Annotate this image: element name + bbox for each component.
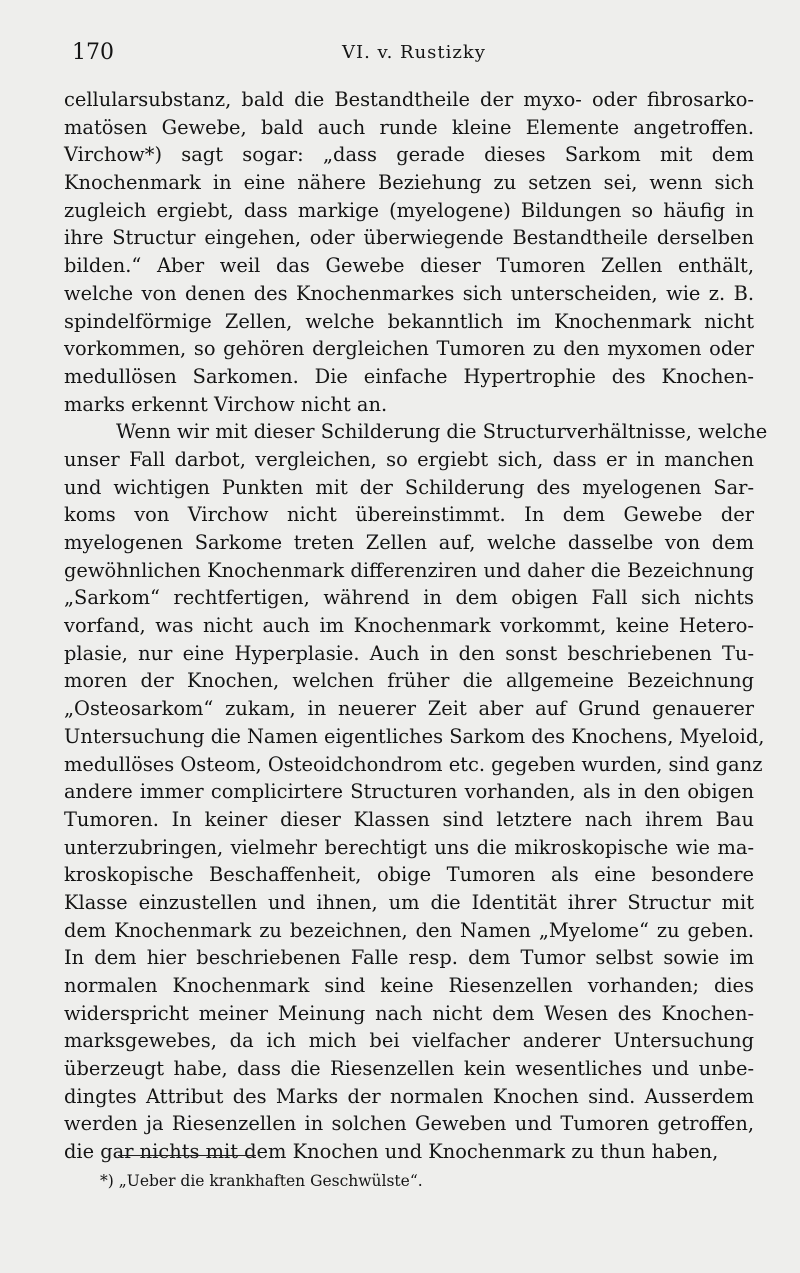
text-line: dem Knochenmark zu bezeichnen, den Namen „Myelome“ zu geben. — [64, 918, 754, 942]
text-line: cellularsubstanz, bald die Bestandtheile der myxo- oder fibrosarko- — [64, 88, 754, 111]
page-header — [72, 40, 752, 76]
text-line: Knochenmark in eine nähere Beziehung zu setzen sei, wenn sich — [64, 171, 754, 195]
running-head: VI. v. Rustizky — [342, 42, 486, 63]
text-line: dingtes Attribut des Marks der normalen Knochen sind. Ausserdem — [64, 1084, 754, 1108]
text-line: myelogenen Sarkome treten Zellen auf, welche dasselbe von dem — [64, 531, 754, 554]
text-line: In dem hier beschriebenen Falle resp. dem Tumor selbst sowie im — [64, 946, 754, 970]
footnote: *) „Ueber die krankhaften Geschwülste“. — [100, 1172, 423, 1190]
page-number: 170 — [72, 40, 114, 65]
text-line: unterzubringen, vielmehr berechtigt uns die mikroskopische wie ma- — [64, 835, 754, 859]
text-line: und wichtigen Punkten mit der Schilderung des myelogenen Sar- — [64, 475, 754, 499]
text-line: gewöhnlichen Knochenmark differenziren und daher die Bezeichnung — [64, 558, 754, 582]
text-line: vorkommen, so gehören dergleichen Tumoren zu den myxomen oder — [64, 337, 754, 361]
text-line: vorfand, was nicht auch im Knochenmark vorkommt, keine Hetero- — [64, 614, 754, 638]
text-line: bilden.“ Aber weil das Gewebe dieser Tumoren Zellen enthält, — [64, 254, 754, 278]
text-line: unser Fall darbot, vergleichen, so ergiebt sich, dass er in manchen — [64, 447, 754, 471]
text-line: widerspricht meiner Meinung nach nicht dem Wesen des Knochen- — [64, 1001, 754, 1025]
text-line: marksgewebes, da ich mich bei vielfacher anderer Untersuchung — [64, 1029, 754, 1053]
text-line: andere immer complicirtere Structuren vorhanden, als in den obigen — [64, 780, 754, 804]
text-line: Untersuchung die Namen eigentliches Sarkom des Knochens, Myeloid, — [64, 724, 765, 748]
text-line: Wenn wir mit dieser Schilderung die Structurverhältnisse, welche — [116, 420, 768, 444]
text-line: medullösen Sarkomen. Die einfache Hypertrophie des Knochen- — [64, 364, 754, 388]
text-line: ihre Structur eingehen, oder überwiegende Bestandtheile derselben — [64, 226, 754, 250]
text-line: Tumoren. In keiner dieser Klassen sind letztere nach ihrem Bau — [64, 807, 754, 831]
text-line: koms von Virchow nicht übereinstimmt. In dem Gewebe der — [64, 503, 754, 527]
text-line: matösen Gewebe, bald auch runde kleine Elemente angetroffen. — [64, 115, 754, 139]
text-line: die gar nichts mit dem Knochen und Knochenmark zu thun haben, — [64, 1140, 719, 1164]
text-line: normalen Knochenmark sind keine Riesenzellen vorhanden; dies — [64, 974, 754, 997]
text-line: Virchow*) sagt sogar: „dass gerade dieses Sarkom mit dem — [64, 143, 754, 167]
text-line: Klasse einzustellen und ihnen, um die Identität ihrer Structur mit — [64, 890, 754, 914]
text-line: überzeugt habe, dass die Riesenzellen kein wesentliches und unbe- — [64, 1057, 754, 1081]
text-line: welche von denen des Knochenmarkes sich unterscheiden, wie z. B. — [64, 281, 754, 305]
text-line: „Osteosarkom“ zukam, in neuerer Zeit aber auf Grund genauerer — [64, 697, 754, 721]
text-line: marks erkennt Virchow nicht an. — [64, 392, 388, 416]
body-text — [64, 86, 768, 1166]
text-line: kroskopische Beschaffenheit, obige Tumoren als eine besondere — [64, 863, 754, 887]
text-line: werden ja Riesenzellen in solchen Geweben und Tumoren getroffen, — [64, 1112, 754, 1136]
footnote-rule — [118, 1155, 256, 1156]
text-line: moren der Knochen, welchen früher die allgemeine Bezeichnung — [64, 669, 754, 693]
text-line: medullöses Osteom, Osteoidchondrom etc. gegeben wurden, sind ganz — [64, 752, 763, 776]
text-line: zugleich ergiebt, dass markige (myelogene) Bildungen so häufig in — [64, 198, 754, 222]
text-line: spindelförmige Zellen, welche bekanntlich im Knochenmark nicht — [64, 309, 754, 333]
text-line: „Sarkom“ rechtfertigen, während in dem obigen Fall sich nichts — [64, 586, 754, 610]
text-line: plasie, nur eine Hyperplasie. Auch in den sonst beschriebenen Tu- — [64, 641, 754, 665]
